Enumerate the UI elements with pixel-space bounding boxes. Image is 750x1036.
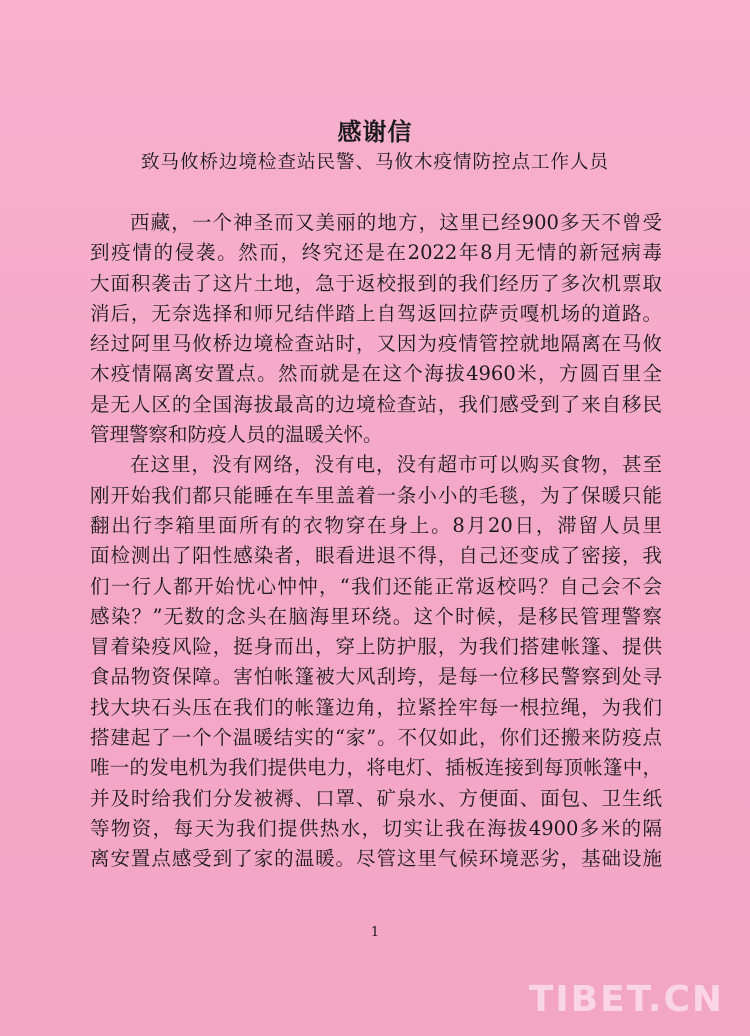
text-line: 等物资，每天为我们提供热水，切实让我在海拔4900多米的隔	[90, 816, 662, 840]
text-line: 翻出行李箱里面所有的衣物穿在身上。8月20日，滞留人员里	[90, 513, 662, 537]
text-line: 搭建起了一个个温暖结实的“家”。不仅如此，你们还搬来防疫点	[90, 726, 662, 750]
text-line: 食品物资保障。害怕帐篷被大风刮垮，是每一位移民警察到处寻	[90, 665, 662, 689]
text-line: 离安置点感受到了家的温暖。尽管这里气候环境恶劣，基础设施	[90, 847, 662, 871]
text-line: 西藏，一个神圣而又美丽的地方，这里已经900多天不曾受	[130, 211, 662, 234]
text-line: 刚开始我们都只能睡在车里盖着一条小小的毛毯，为了保暖只能	[90, 483, 662, 507]
text-line: 是无人区的全国海拔最高的边境检查站，我们感受到了来自移民	[90, 392, 662, 416]
text-line: 消后，无奈选择和师兄结伴踏上自驾返回拉萨贡嘎机场的道路。	[90, 301, 662, 325]
text-line: 面检测出了阳性感染者，眼看进退不得，自己还变成了密接，我	[90, 544, 662, 568]
text-line: 唯一的发电机为我们提供电力，将电灯、插板连接到每顶帐篷中，	[90, 756, 662, 780]
watermark-logo: TIBET.CN	[528, 979, 724, 1020]
letter-body	[90, 208, 662, 875]
text-line: 管理警察和防疫人员的温暖关怀。	[90, 423, 383, 447]
letter-title: 感谢信	[337, 118, 413, 146]
text-line: 木疫情隔离安置点。然而就是在这个海拔4960米，方圆百里全	[90, 362, 662, 386]
text-line: 并及时给我们分发被褥、口罩、矿泉水、方便面、面包、卫生纸	[90, 786, 662, 810]
letter-subtitle: 致马攸桥边境检查站民警、马攸木疫情防控点工作人员	[140, 152, 609, 173]
text-line: 到疫情的侵袭。然而，终究还是在2022年8月无情的新冠病毒	[90, 241, 662, 265]
text-line: 找大块石头压在我们的帐篷边角，拉紧拴牢每一根拉绳，为我们	[90, 695, 662, 719]
text-line: 们一行人都开始忧心忡忡，“我们还能正常返校吗？自己会不会	[90, 574, 662, 598]
page-number: 1	[370, 925, 380, 940]
text-line: 感染？”无数的念头在脑海里环绕。这个时候，是移民管理警察	[90, 604, 662, 628]
text-line: 大面积袭击了这片土地，急于返校报到的我们经历了多次机票取	[90, 271, 662, 295]
text-line: 冒着染疫风险，挺身而出，穿上防护服，为我们搭建帐篷、提供	[90, 635, 662, 659]
text-line: 在这里，没有网络，没有电，没有超市可以购买食物，甚至	[130, 453, 662, 477]
text-line: 经过阿里马攸桥边境检查站时，又因为疫情管控就地隔离在马攸	[90, 332, 662, 356]
